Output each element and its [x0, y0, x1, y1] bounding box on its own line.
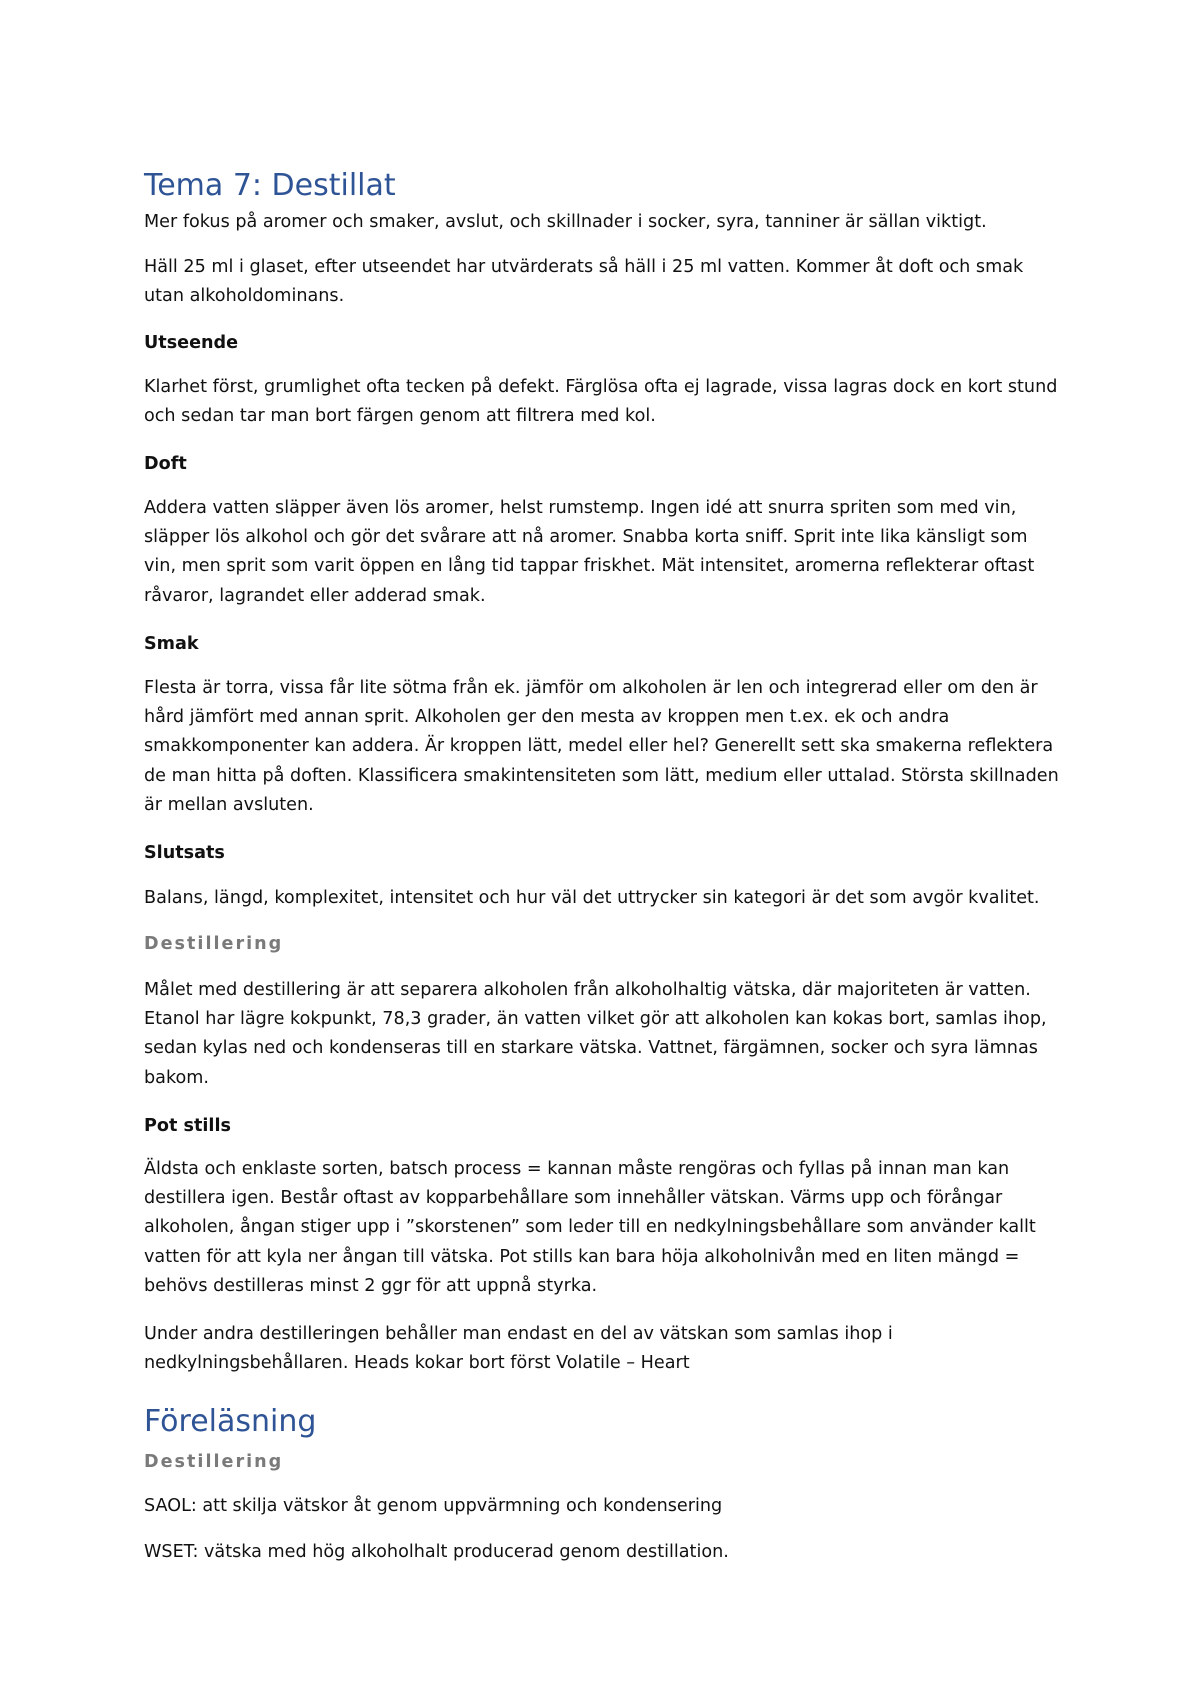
section-heading-utseende: Utseende: [144, 333, 239, 353]
wset-definition: WSET: vätska med hög alkoholhalt producerad genom destillation.: [144, 1542, 729, 1562]
doft-paragraph: Addera vatten släpper även lös aromer, helst rumstemp. Ingen idé att snurra spriten som med vin, släpper lös alkohol och gör det svårare att nå aromer. Snabba korta sniff. Sprit inte lika känsligt som vin, men sprit som varit öppen en lång tid tappar friskhet. Mät intensitet, aromerna reflekterar oftast råvaror, lagrandet eller adderad smak.: [144, 498, 1035, 606]
page-title: Tema 7: Destillat: [144, 168, 396, 203]
intro-paragraph: Mer fokus på aromer och smaker, avslut, och skillnader i socker, syra, tanniner är sällan viktigt.: [144, 212, 987, 232]
section-heading-smak: Smak: [144, 634, 199, 654]
saol-definition: SAOL: att skilja vätskor åt genom uppvärmning och kondensering: [144, 1496, 723, 1516]
section-subheading-destillering: Destillering: [144, 934, 284, 954]
document-page: [144, 0, 1064, 1698]
smak-paragraph: Flesta är torra, vissa får lite sötma från ek. jämför om alkoholen är len och integrerad eller om den är hård jämfört med annan sprit. Alkoholen ger den mesta av kroppen men t.ex. ek och andra smakkomponenter kan addera. Är kroppen lätt, medel eller hel? Generellt sett ska smakerna reflektera de man hitta på doften. Klassificera smakintensiteten som lätt, medium eller uttalad. Största skillnaden är mellan avsluten.: [144, 678, 1059, 815]
lecture-subheading-destillering: Destillering: [144, 1452, 284, 1472]
section-heading-pot-stills: Pot stills: [144, 1116, 231, 1136]
pot-stills-paragraph: Äldsta och enklaste sorten, batsch process = kannan måste rengöras och fyllas på innan man kan destillera igen. Består oftast av kopparbehållare som innehåller vätskan. Värms upp och förångar alkoholen, ångan stiger upp i ”skorstenen” som leder till en nedkylningsbehållare som använder kallt vatten för att kyla ner ångan till vätska. Pot stills kan bara höja alkoholnivån med en liten mängd = behövs destilleras minst 2 ggr för att uppnå styrka.: [144, 1159, 1036, 1296]
lecture-title: Föreläsning: [144, 1404, 317, 1439]
slutsats-paragraph: Balans, längd, komplexitet, intensitet och hur väl det uttrycker sin kategori är det som avgör kvalitet.: [144, 888, 1040, 908]
utseende-paragraph: Klarhet först, grumlighet ofta tecken på defekt. Färglösa ofta ej lagrade, vissa lagras dock en kort stund och sedan tar man bort färgen genom att filtrera med kol.: [144, 377, 1058, 427]
section-heading-slutsats: Slutsats: [144, 843, 225, 863]
intro-paragraph: Häll 25 ml i glaset, efter utseendet har utvärderats så häll i 25 ml vatten. Kommer åt doft och smak utan alkoholdominans.: [144, 257, 1024, 307]
pot-stills-paragraph: Under andra destilleringen behåller man endast en del av vätskan som samlas ihop i nedkylningsbehållaren. Heads kokar bort först Volatile – Heart: [144, 1324, 893, 1374]
destillering-paragraph: Målet med destillering är att separera alkoholen från alkoholhaltig vätska, där majoriteten är vatten. Etanol har lägre kokpunkt, 78,3 grader, än vatten vilket gör att alkoholen kan kokas bort, samlas ihop, sedan kylas ned och kondenseras till en starkare vätska. Vattnet, färgämnen, socker och syra lämnas bakom.: [144, 980, 1047, 1088]
section-heading-doft: Doft: [144, 454, 187, 474]
